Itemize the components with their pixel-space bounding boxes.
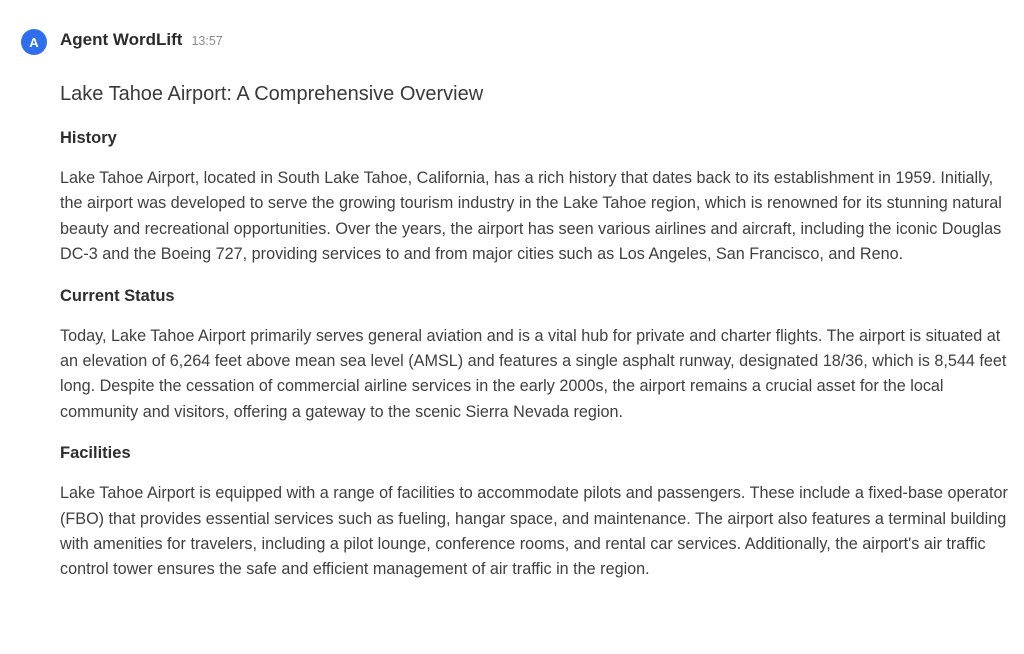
section-heading-facilities: Facilities (60, 444, 131, 463)
section-body-history: Lake Tahoe Airport, located in South Lake Tahoe, California, has a rich history that dates back to its establishment in 1959. Initially, the airport was developed to serve the growing tourism industry in the Lake Tahoe region, which is renowned for its stunning natural beauty and recreational opportunities. Over the years, the airport has seen various airlines and aircraft, including the iconic Douglas DC-3 and the Boeing 727, providing services to and from major cities such as Los Angeles, San Francisco, and Reno. (60, 169, 1002, 264)
section-heading-history: History (60, 129, 117, 147)
section-body-facilities: Lake Tahoe Airport is equipped with a range of facilities to accommodate pilots and passengers. These include a fixed-base operator (FBO) that provides essential services such as fueling, hangar space, and maintenance. The airport also features a terminal building with amenities for travelers, including a pilot lounge, conference rooms, and rental car services. Additionally, the airport's air traffic control tower ensures the safe and efficient management of air traffic in the region. (60, 484, 1008, 579)
avatar[interactable]: A (21, 29, 47, 55)
section-body-current-status: Today, Lake Tahoe Airport primarily serves general aviation and is a vital hub for private and charter flights. The airport is situated at an elevation of 6,264 feet above mean sea level (AMSL) and features a single asphalt runway, designated 18/36, which is 8,544 feet long. Despite the cessation of commercial airline services in the early 2000s, the airport remains a crucial asset for the local community and visitors, offering a gateway to the scenic Sierra Nevada region. (60, 326, 1007, 421)
message-timestamp: 13:57 (191, 34, 223, 48)
sender-name[interactable]: Agent WordLift (60, 30, 183, 49)
message-content (60, 80, 1010, 599)
article-title: Lake Tahoe Airport: A Comprehensive Overview (60, 83, 484, 105)
message-header (60, 30, 223, 50)
section-heading-current-status: Current Status (60, 286, 175, 305)
